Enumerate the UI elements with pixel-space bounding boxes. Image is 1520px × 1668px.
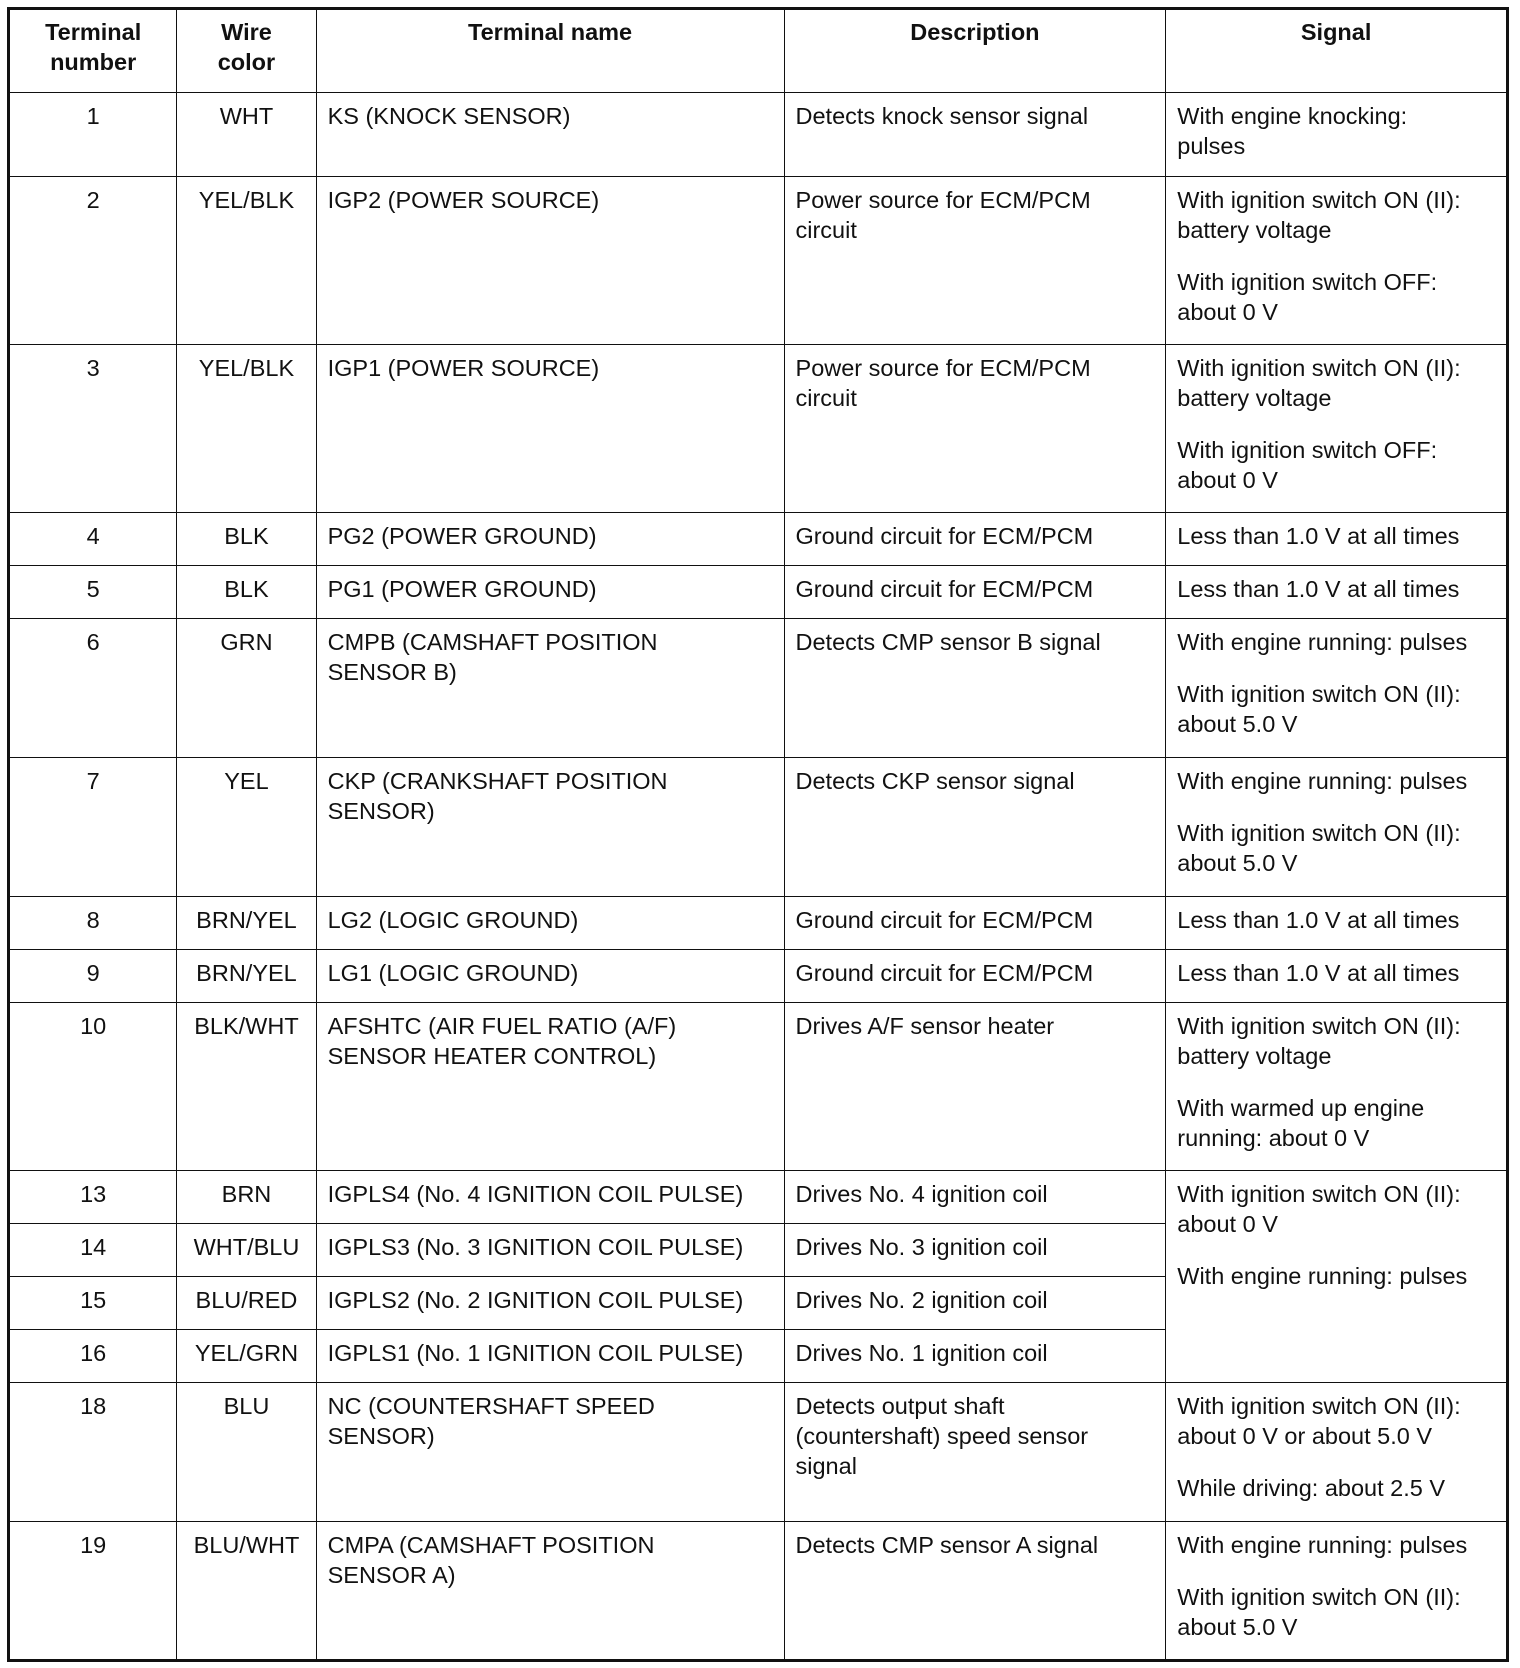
signal bbox=[1166, 566, 1508, 619]
terminal-name: NC (COUNTERSHAFT SPEED SENSOR) bbox=[316, 1383, 784, 1522]
signal bbox=[1166, 1003, 1508, 1171]
terminal-number: 7 bbox=[9, 758, 177, 897]
description: Drives No. 1 ignition coil bbox=[784, 1330, 1166, 1383]
signal-line: With engine running: pulses bbox=[1177, 629, 1468, 655]
terminal-number: 5 bbox=[9, 566, 177, 619]
signal-line: With ignition switch ON (II): battery voltage bbox=[1177, 187, 1461, 243]
terminal-name: KS (KNOCK SENSOR) bbox=[316, 93, 784, 177]
wire-color: BLK bbox=[177, 566, 316, 619]
signal-line: With ignition switch ON (II): battery voltage bbox=[1177, 1013, 1461, 1069]
terminal-name: PG1 (POWER GROUND) bbox=[316, 566, 784, 619]
signal-line: With ignition switch ON (II): about 5.0 V bbox=[1177, 820, 1461, 876]
description: Ground circuit for ECM/PCM bbox=[784, 513, 1166, 566]
signal bbox=[1166, 950, 1508, 1003]
description: Drives No. 4 ignition coil bbox=[784, 1171, 1166, 1224]
description: Drives No. 3 ignition coil bbox=[784, 1224, 1166, 1277]
terminal-name: IGP1 (POWER SOURCE) bbox=[316, 345, 784, 513]
signal bbox=[1166, 1522, 1508, 1661]
wire-color: BRN bbox=[177, 1171, 316, 1224]
signal bbox=[1166, 619, 1508, 758]
description: Drives No. 2 ignition coil bbox=[784, 1277, 1166, 1330]
wire-color: BLU/WHT bbox=[177, 1522, 316, 1661]
terminal-name: CKP (CRANKSHAFT POSITION SENSOR) bbox=[316, 758, 784, 897]
signal-line: Less than 1.0 V at all times bbox=[1177, 960, 1460, 986]
signal bbox=[1166, 1171, 1508, 1383]
terminal-name: IGPLS2 (No. 2 IGNITION COIL PULSE) bbox=[316, 1277, 784, 1330]
terminal-name: CMPB (CAMSHAFT POSITION SENSOR B) bbox=[316, 619, 784, 758]
signal-line: With ignition switch OFF: about 0 V bbox=[1177, 269, 1438, 325]
wire-color: BLK/WHT bbox=[177, 1003, 316, 1171]
wire-color: YEL/BLK bbox=[177, 345, 316, 513]
terminal-number: 3 bbox=[9, 345, 177, 513]
wire-color: YEL bbox=[177, 758, 316, 897]
table-row bbox=[9, 345, 1508, 513]
description: Detects CKP sensor signal bbox=[784, 758, 1166, 897]
table-row bbox=[9, 93, 1508, 177]
signal-line: With engine running: pulses bbox=[1177, 1532, 1468, 1558]
terminal-name: IGPLS4 (No. 4 IGNITION COIL PULSE) bbox=[316, 1171, 784, 1224]
wire-color: BRN/YEL bbox=[177, 950, 316, 1003]
terminal-name: LG2 (LOGIC GROUND) bbox=[316, 897, 784, 950]
signal-line: With ignition switch ON (II): battery voltage bbox=[1177, 355, 1461, 411]
table-row bbox=[9, 897, 1508, 950]
terminal-name: AFSHTC (AIR FUEL RATIO (A/F) SENSOR HEATER CONTROL) bbox=[316, 1003, 784, 1171]
wire-color: WHT bbox=[177, 93, 316, 177]
header-wire-color: Wire color bbox=[177, 9, 316, 93]
terminal-number: 9 bbox=[9, 950, 177, 1003]
signal-line: With warmed up engine running: about 0 V bbox=[1177, 1095, 1425, 1151]
signal-line: While driving: about 2.5 V bbox=[1177, 1475, 1446, 1501]
wire-color: GRN bbox=[177, 619, 316, 758]
description: Power source for ECM/PCM circuit bbox=[784, 345, 1166, 513]
description: Drives A/F sensor heater bbox=[784, 1003, 1166, 1171]
header-terminal-number: Terminal number bbox=[9, 9, 177, 93]
wire-color: YEL/GRN bbox=[177, 1330, 316, 1383]
table-row bbox=[9, 1383, 1508, 1522]
description: Power source for ECM/PCM circuit bbox=[784, 177, 1166, 345]
description: Ground circuit for ECM/PCM bbox=[784, 566, 1166, 619]
wire-color: BLU bbox=[177, 1383, 316, 1522]
description: Detects CMP sensor A signal bbox=[784, 1522, 1166, 1661]
terminal-number: 10 bbox=[9, 1003, 177, 1171]
table-row bbox=[9, 1522, 1508, 1661]
table-row bbox=[9, 177, 1508, 345]
signal-line: Less than 1.0 V at all times bbox=[1177, 576, 1460, 602]
signal bbox=[1166, 1383, 1508, 1522]
terminal-table bbox=[7, 7, 1509, 1662]
description: Ground circuit for ECM/PCM bbox=[784, 950, 1166, 1003]
header-signal: Signal bbox=[1166, 9, 1508, 93]
terminal-name: IGPLS3 (No. 3 IGNITION COIL PULSE) bbox=[316, 1224, 784, 1277]
signal bbox=[1166, 758, 1508, 897]
signal-line: With ignition switch ON (II): about 0 V bbox=[1177, 1181, 1461, 1237]
table-row bbox=[9, 950, 1508, 1003]
signal bbox=[1166, 897, 1508, 950]
terminal-name: IGPLS1 (No. 1 IGNITION COIL PULSE) bbox=[316, 1330, 784, 1383]
signal-line: With engine running: pulses bbox=[1177, 1263, 1468, 1289]
terminal-number: 18 bbox=[9, 1383, 177, 1522]
signal-line: With ignition switch ON (II): about 5.0 V bbox=[1177, 681, 1461, 737]
table-row bbox=[9, 758, 1508, 897]
signal bbox=[1166, 93, 1508, 177]
header-description: Description bbox=[784, 9, 1166, 93]
description: Detects CMP sensor B signal bbox=[784, 619, 1166, 758]
signal bbox=[1166, 513, 1508, 566]
signal-line: With ignition switch OFF: about 0 V bbox=[1177, 437, 1438, 493]
terminal-number: 16 bbox=[9, 1330, 177, 1383]
terminal-name: IGP2 (POWER SOURCE) bbox=[316, 177, 784, 345]
terminal-number: 14 bbox=[9, 1224, 177, 1277]
signal-line: With engine knocking: pulses bbox=[1177, 103, 1408, 159]
table-row bbox=[9, 513, 1508, 566]
signal-line: With ignition switch ON (II): about 5.0 V bbox=[1177, 1584, 1461, 1640]
wire-color: YEL/BLK bbox=[177, 177, 316, 345]
table-row bbox=[9, 566, 1508, 619]
table-row bbox=[9, 1003, 1508, 1171]
terminal-number: 13 bbox=[9, 1171, 177, 1224]
terminal-number: 4 bbox=[9, 513, 177, 566]
description: Detects output shaft (countershaft) speed sensor signal bbox=[784, 1383, 1166, 1522]
terminal-number: 15 bbox=[9, 1277, 177, 1330]
terminal-number: 2 bbox=[9, 177, 177, 345]
terminal-name: LG1 (LOGIC GROUND) bbox=[316, 950, 784, 1003]
wire-color: BRN/YEL bbox=[177, 897, 316, 950]
signal bbox=[1166, 177, 1508, 345]
signal-line: With ignition switch ON (II): about 0 V or about 5.0 V bbox=[1177, 1393, 1461, 1449]
terminal-number: 6 bbox=[9, 619, 177, 758]
wire-color: WHT/BLU bbox=[177, 1224, 316, 1277]
description: Ground circuit for ECM/PCM bbox=[784, 897, 1166, 950]
terminal-name: PG2 (POWER GROUND) bbox=[316, 513, 784, 566]
header-row bbox=[9, 9, 1508, 93]
terminal-number: 8 bbox=[9, 897, 177, 950]
table-row bbox=[9, 619, 1508, 758]
wire-color: BLK bbox=[177, 513, 316, 566]
description: Detects knock sensor signal bbox=[784, 93, 1166, 177]
wire-color: BLU/RED bbox=[177, 1277, 316, 1330]
signal-line: With engine running: pulses bbox=[1177, 768, 1468, 794]
table-row bbox=[9, 1171, 1508, 1224]
signal-line: Less than 1.0 V at all times bbox=[1177, 907, 1460, 933]
signal bbox=[1166, 345, 1508, 513]
header-terminal-name: Terminal name bbox=[316, 9, 784, 93]
terminal-number: 1 bbox=[9, 93, 177, 177]
signal-line: Less than 1.0 V at all times bbox=[1177, 523, 1460, 549]
terminal-number: 19 bbox=[9, 1522, 177, 1661]
terminal-name: CMPA (CAMSHAFT POSITION SENSOR A) bbox=[316, 1522, 784, 1661]
